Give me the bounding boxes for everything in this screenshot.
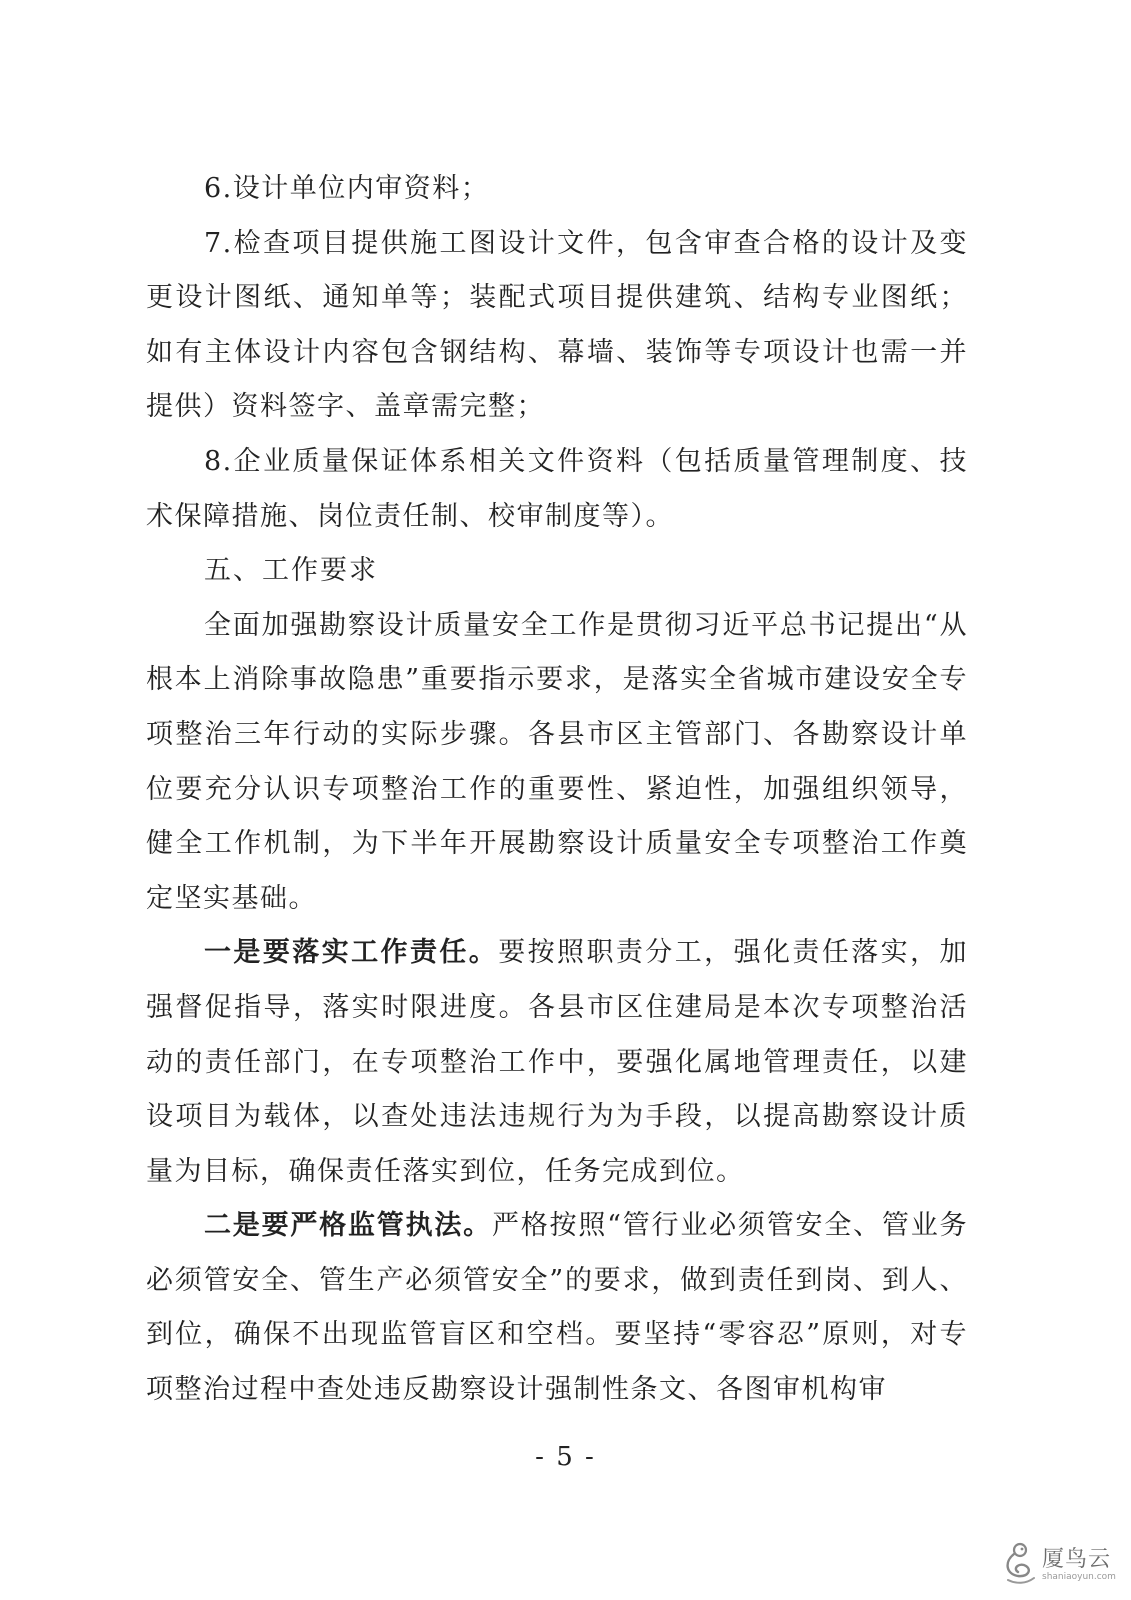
section-intro: 全面加强勘察设计质量安全工作是贯彻习近平总书记提出“从根本上消除事故隐患”重要指示要求，是落实全省城市建设安全专项整治三年行动的实际步骤。各县市区主管部门、各勘察设计单位要充分认识专项整治工作的重要性、紧迫性，加强组织领导，健全工作机制，为下半年开展勘察设计质量安全专项整治工作奠定坚实基础。 [146, 609, 968, 914]
list-item-7: 7.检查项目提供施工图设计文件，包含审查合格的设计及变更设计图纸、通知单等；装配式项目提供建筑、结构专业图纸；如有主体设计内容包含钢结构、幕墙、装饰等专项设计也需一并提供）资料签字、盖章需完整； [146, 227, 968, 423]
requirement-paragraph-2 [146, 1199, 968, 1417]
requirement-lead-1: 一是要落实工作责任。 [204, 937, 499, 969]
list-item-6: 6.设计单位内审资料； [204, 173, 490, 204]
section-heading: 五、工作要求 [204, 555, 378, 587]
list-item-8: 8.企业质量保证体系相关文件资料（包括质量管理制度、技术保障措施、岗位责任制、校审制度等）。 [146, 445, 968, 532]
requirement-text-1: 要按照职责分工，强化责任落实，加强督促指导，落实时限进度。各县市区住建局是本次专项整治活动的责任部门，在专项整治工作中，要强化属地管理责任，以建设项目为载体，以查处违法违规行为为手段，以提高勘察设计质量为目标，确保责任落实到位，任务完成到位。 [146, 937, 969, 1187]
requirement-paragraph-1 [146, 926, 968, 1199]
watermark-domain: shaniaoyun.com [1042, 1572, 1116, 1582]
watermark-name: 厦鸟云 [1042, 1547, 1112, 1572]
xiaoniao-bird-logo-icon [1000, 1540, 1038, 1586]
watermark [998, 1536, 1124, 1594]
requirement-lead-2: 二是要严格监管执法。 [204, 1210, 492, 1242]
requirement-text-2: 严格按照“管行业必须管安全、管业务必须管安全、管生产必须管安全”的要求，做到责任到岗、到人、到位，确保不出现监管盲区和空档。要坚持“零容忍”原则，对专项整治过程中查处违反勘察设计强制性条文、各图审机构审 [146, 1210, 969, 1406]
page-number: - 5 - [535, 1442, 596, 1472]
page-content [146, 162, 968, 1418]
